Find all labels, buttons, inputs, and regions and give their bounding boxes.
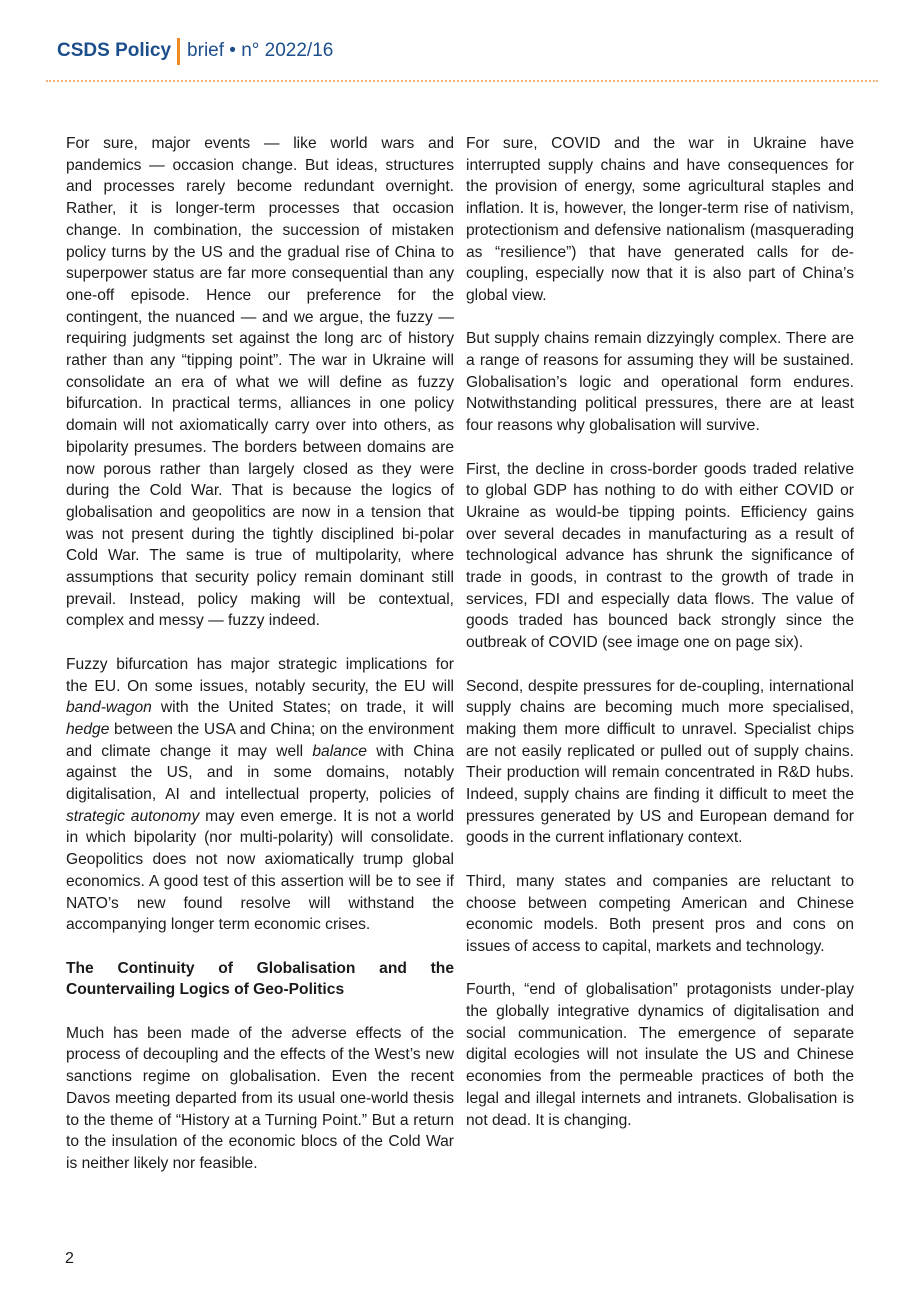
paragraph: For sure, major events — like world wars and pandemics — occasion change. But ideas, structures and processes rarely become redundant overnight. Rather, it is longer-term processes that occasion change. In combination, the succession of mistaken policy turns by the US and the gradual rise of China to superpower status are far more consequential than any one-off episode. Hence our preference for the contingent, the nuanced — and we argue, the fuzzy — requiring judgments set against the long arc of history rather than any “tipping point”. The war in Ukraine will consolidate an era of what we will define as fuzzy bifurcation. In practical terms, alliances in one policy domain will not axiomatically carry over into others, as bipolarity presumes. The borders between domains are now porous rather than largely closed as they were during the Cold War. That is because the logics of globalisation and geopolitics are now in a tension that was not present during the tightly disciplined bi-polar Cold War. The same is true of multipolarity, where assumptions that security policy remain dominant still prevail. Instead, policy making will be contextual, complex and messy — fuzzy indeed. — [66, 135, 454, 630]
header-divider-bar — [177, 38, 180, 65]
text-run: with China against the US, and in some domains, notably digitalisation, AI and intellectual property, policies of — [66, 742, 454, 804]
paragraph: Second, despite pressures for de-coupling, international supply chains are becoming much more specialised, making them more difficult to unravel. Specialist chips are not easily replicated or pulled out of supply chains. Their production will remain concentrated in R&D hubs. Indeed, supply chains are finding it difficult to meet the pressures generated by US and European demand for goods in the current inflationary context. — [466, 677, 854, 847]
emphasis-text: balance — [312, 742, 367, 760]
paragraph: First, the decline in cross-border goods traded relative to global GDP has nothing to do with either COVID or Ukraine as would-be tipping points. Efficiency gains over several decades in manufacturing as a result of technological advance has shrunk the significance of trade in goods, in contrast to the growth of trade in services, FDI and especially data flows. The value of goods traded has bounced back strongly since the outbreak of COVID (see image one on page six). — [466, 460, 854, 652]
page-header — [57, 36, 333, 66]
left-column — [66, 133, 454, 1175]
emphasis-text: band-wagon — [66, 699, 152, 717]
right-column — [466, 133, 854, 1131]
page-number: 2 — [65, 1250, 74, 1267]
emphasis-text: strategic autonomy — [66, 807, 200, 825]
series-label: brief • n° 2022/16 — [187, 40, 334, 61]
text-run: with the United States; on trade, it will — [151, 699, 454, 717]
paragraph: But supply chains remain dizzyingly complex. There are a range of reasons for assuming they will be sustained. Globalisation’s logic and operational form endures. Notwithstanding political pressures, there are at least four reasons why globalisation will survive. — [466, 330, 854, 435]
paragraph: Much has been made of the adverse effects of the process of decoupling and the effects of the West’s new sanctions regime on globalisation. Even the recent Davos meeting departed from its usual one-world thesis to the theme of “History at a Turning Point.” But a return to the insulation of the economic blocs of the Cold War is neither likely nor feasible. — [66, 1024, 454, 1172]
paragraph — [66, 654, 454, 936]
text-run: between the USA and China; on the environment and climate change it may well — [66, 720, 454, 760]
emphasis-text: hedge — [66, 720, 110, 738]
text-run: Fuzzy bifurcation has major strategic implications for the EU. On some issues, notably security, the EU will — [66, 655, 454, 695]
paragraph: Third, many states and companies are reluctant to choose between competing American and Chinese economic models. Both present pros and cons on issues of access to capital, markets and technology. — [466, 872, 854, 955]
section-heading: The Continuity of Globalisation and the Countervailing Logics of Geo-Politics — [66, 959, 454, 999]
brand-name: CSDS Policy — [57, 40, 172, 61]
paragraph: Fourth, “end of globalisation” protagonists under-play the globally integrative dynamics of digitalisation and social communication. The emergence of separate digital ecologies will not insulate the US and Chinese economies from the permeable practices of both the legal and illegal internets and intranets. Globalisation is not dead. It is changing. — [466, 981, 854, 1129]
header-dotted-rule — [46, 80, 878, 82]
text-run: may even emerge. It is not a world in which bipolarity (nor multi-polarity) will consolidate. Geopolitics does not now axiomatically trump global economics. A good test of this assertion will be to see if NATO’s new found resolve will withstand the accompanying longer term economic crises. — [66, 807, 454, 934]
paragraph: For sure, COVID and the war in Ukraine have interrupted supply chains and have consequences for the provision of energy, some agricultural staples and inflation. It is, however, the longer-term rise of nativism, protectionism and defensive nationalism (masquerading as “resilience”) that have generated calls for de-coupling, especially now that it is also part of China’s global view. — [466, 135, 854, 304]
